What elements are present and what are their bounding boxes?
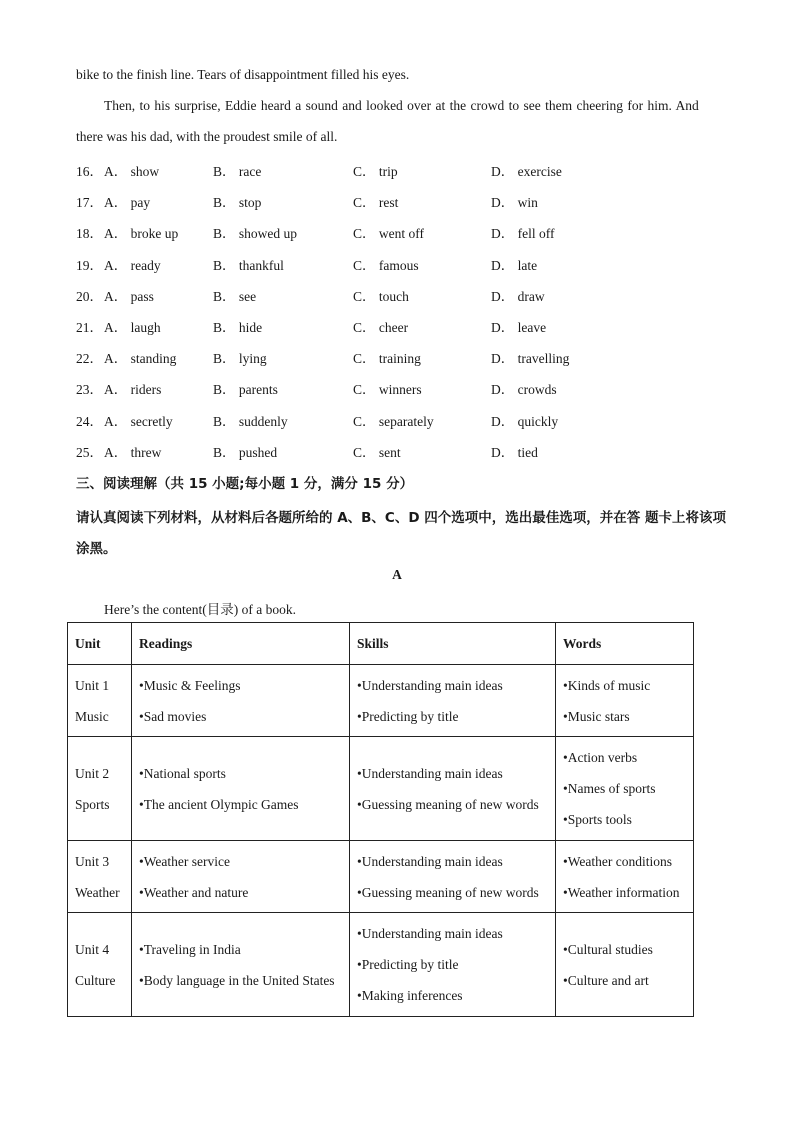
option-b: B． hide [213, 319, 263, 335]
option-a: A． show [104, 164, 160, 179]
cell-line: Unit 3 [75, 853, 110, 869]
unit-cell [68, 913, 132, 1017]
cell-line: •Sports tools [563, 812, 632, 827]
words-cell [556, 913, 694, 1017]
cell-line: •Making inferences [357, 988, 463, 1003]
words-cell [556, 737, 694, 841]
cell-line: •National sports [139, 765, 226, 781]
words-cell [556, 665, 694, 737]
unit-cell [68, 737, 132, 841]
option-b: B． pushed [213, 444, 278, 460]
passage-title: A [392, 567, 402, 582]
cell-line: •Understanding main ideas [357, 677, 503, 693]
cell-line: •Guessing meaning of new words [357, 884, 539, 900]
option-c: C． cheer [353, 319, 409, 335]
table-row [68, 913, 694, 1017]
question-row [76, 285, 716, 316]
option-d: D． travelling [491, 351, 570, 367]
option-c: C． separately [353, 413, 434, 429]
cell-line: •Body language in the United States [139, 972, 335, 988]
question-number: 19． [76, 257, 103, 273]
question-number: 22． [76, 351, 103, 367]
unit-cell [68, 841, 132, 913]
question-number: 17． [76, 195, 103, 211]
cell-line: Culture [75, 972, 116, 988]
cell-line: Unit 4 [75, 941, 110, 957]
option-c: C． touch [353, 288, 409, 304]
book-content-table [67, 622, 694, 1017]
cell-line: •Names of sports [563, 781, 656, 796]
option-d: D． win [491, 195, 538, 211]
cell-line: •Sad movies [139, 708, 207, 724]
section-instruction: 请认真阅读下列材料，从材料后各题所给的 A、B、C、D 四个选项中，选出最佳选项，并在答 题卡上将该项涂黑。 [76, 510, 726, 557]
question-number: 24． [76, 413, 103, 429]
skills-cell [350, 665, 556, 737]
cell-line: •Predicting by title [357, 957, 459, 972]
option-a: A． standing [104, 351, 177, 367]
question-number: 18． [76, 226, 103, 242]
cell-line: •Culture and art [563, 972, 649, 988]
option-c: C． famous [353, 257, 419, 273]
table-header-words: Words [556, 623, 694, 665]
option-a: A． riders [104, 382, 162, 398]
cell-line: Unit 1 [75, 677, 110, 693]
unit-cell [68, 665, 132, 737]
question-row [76, 160, 716, 191]
table-header-readings: Readings [132, 623, 350, 665]
cell-line: •Traveling in India [139, 941, 241, 957]
question-number: 23． [76, 382, 103, 398]
cell-line: •Cultural studies [563, 941, 653, 957]
option-b: B． suddenly [213, 413, 288, 429]
option-d: D． exercise [491, 164, 562, 179]
option-c: C． sent [353, 444, 401, 460]
cell-line: •Understanding main ideas [357, 926, 503, 941]
option-a: A． pass [104, 288, 154, 304]
readings-cell [132, 737, 350, 841]
option-a: A． laugh [104, 319, 161, 335]
cell-line: •Action verbs [563, 750, 638, 765]
readings-cell [132, 841, 350, 913]
option-b: B． thankful [213, 257, 284, 273]
cell-line: Sports [75, 796, 110, 812]
cell-line: •Music & Feelings [139, 677, 241, 693]
cell-line: Unit 2 [75, 765, 110, 781]
passage-line-3: there was his dad, with the proudest smile of all. [76, 129, 338, 144]
option-a: A． ready [104, 257, 161, 273]
passage-line-1: bike to the finish line. Tears of disappointment filled his eyes. [76, 67, 410, 82]
cell-line: •Weather information [563, 884, 680, 900]
cell-line: •Understanding main ideas [357, 853, 503, 869]
option-d: D． leave [491, 319, 547, 335]
option-c: C． trip [353, 164, 398, 179]
cell-line: Music [75, 708, 109, 724]
table-row [68, 737, 694, 841]
option-b: B． race [213, 164, 262, 179]
option-b: B． see [213, 288, 257, 304]
option-d: D． quickly [491, 413, 559, 429]
cell-line: •The ancient Olympic Games [139, 796, 299, 812]
option-b: B． showed up [213, 226, 297, 242]
cell-line: •Understanding main ideas [357, 765, 503, 781]
question-number: 16． [76, 164, 103, 179]
skills-cell [350, 841, 556, 913]
passage-line-2: Then, to his surprise, Eddie heard a sound and looked over at the crowd to see them cheering for him. And [104, 98, 699, 113]
answer-options [76, 160, 716, 472]
option-c: C． training [353, 351, 421, 367]
table-header-unit: Unit [68, 623, 132, 665]
option-d: D． late [491, 257, 538, 273]
table-header-skills: Skills [350, 623, 556, 665]
words-cell [556, 841, 694, 913]
option-c: C． winners [353, 382, 422, 398]
skills-cell [350, 913, 556, 1017]
option-b: B． parents [213, 382, 278, 398]
option-a: A． broke up [104, 226, 179, 242]
cell-line: •Guessing meaning of new words [357, 796, 539, 812]
option-c: C． went off [353, 226, 424, 242]
option-d: D． crowds [491, 382, 557, 398]
table-row [68, 841, 694, 913]
question-row [76, 410, 716, 441]
option-b: B． lying [213, 351, 267, 367]
table-header-row [68, 623, 694, 665]
question-row [76, 191, 716, 222]
question-row [76, 441, 716, 472]
question-number: 21． [76, 319, 103, 335]
skills-cell [350, 737, 556, 841]
question-row [76, 254, 716, 285]
cell-line: •Weather service [139, 853, 230, 869]
option-a: A． pay [104, 195, 151, 211]
cell-line: •Music stars [563, 708, 630, 724]
option-d: D． tied [491, 444, 538, 460]
cell-line: •Predicting by title [357, 708, 459, 724]
question-row [76, 378, 716, 409]
cell-line: Weather [75, 884, 120, 900]
table-row [68, 665, 694, 737]
option-c: C． rest [353, 195, 399, 211]
question-number: 20． [76, 288, 103, 304]
cell-line: •Kinds of music [563, 677, 651, 693]
option-d: D． fell off [491, 226, 555, 242]
section-heading: 三、阅读理解（共 15 小题;每小题 1 分，满分 15 分） [76, 476, 414, 492]
readings-cell [132, 665, 350, 737]
passage-intro: Here’s the content(目录) of a book. [104, 602, 296, 617]
option-b: B． stop [213, 195, 262, 211]
option-a: A． secretly [104, 413, 173, 429]
question-number: 25． [76, 444, 103, 460]
cell-line: •Weather conditions [563, 853, 672, 869]
option-d: D． draw [491, 288, 545, 304]
option-a: A． threw [104, 444, 162, 460]
readings-cell [132, 913, 350, 1017]
question-row [76, 316, 716, 347]
cell-line: •Weather and nature [139, 884, 249, 900]
question-row [76, 347, 716, 378]
question-row [76, 222, 716, 253]
